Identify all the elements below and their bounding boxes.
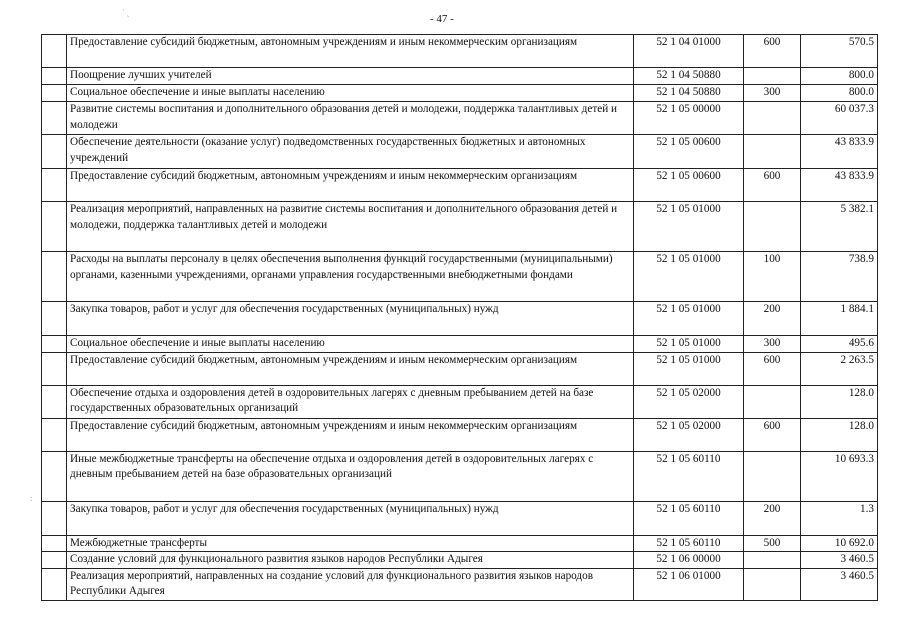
row-expense-type: 200 bbox=[744, 302, 801, 336]
row-code: 52 1 04 01000 bbox=[634, 35, 744, 68]
row-amount: 800.0 bbox=[801, 85, 878, 102]
table-row bbox=[42, 202, 878, 252]
row-amount: 10 693.3 bbox=[801, 451, 878, 501]
row-blank-cell bbox=[42, 252, 67, 302]
scan-speck: : bbox=[30, 494, 33, 503]
row-expense-type bbox=[744, 202, 801, 252]
row-blank-cell bbox=[42, 352, 67, 385]
row-expense-type bbox=[744, 68, 801, 85]
row-blank-cell bbox=[42, 135, 67, 169]
row-code: 52 1 06 01000 bbox=[634, 568, 744, 600]
row-blank-cell bbox=[42, 385, 67, 418]
row-name: Социальное обеспечение и иные выплаты населению bbox=[67, 85, 634, 102]
row-code: 52 1 05 60110 bbox=[634, 451, 744, 501]
row-expense-type bbox=[744, 135, 801, 169]
row-name: Межбюджетные трансферты bbox=[67, 535, 634, 552]
table-row bbox=[42, 352, 878, 385]
row-code: 52 1 05 60110 bbox=[634, 535, 744, 552]
table-row bbox=[42, 336, 878, 353]
row-expense-type: 200 bbox=[744, 501, 801, 535]
row-name: Предоставление субсидий бюджетным, автономным учреждениям и иным некоммерческим организациям bbox=[67, 169, 634, 202]
row-amount: 60 037.3 bbox=[801, 102, 878, 135]
row-amount: 43 833.9 bbox=[801, 135, 878, 169]
row-name: Иные межбюджетные трансферты на обеспечение отдыха и оздоровления детей в оздоровительных лагерях с дневным пребыванием детей на базе образовательных организаций bbox=[67, 451, 634, 501]
row-code: 52 1 05 01000 bbox=[634, 202, 744, 252]
row-amount: 10 692.0 bbox=[801, 535, 878, 552]
budget-table bbox=[41, 34, 878, 601]
row-expense-type bbox=[744, 385, 801, 418]
table-row bbox=[42, 102, 878, 135]
row-expense-type bbox=[744, 552, 801, 569]
table-row bbox=[42, 568, 878, 600]
row-amount: 1 884.1 bbox=[801, 302, 878, 336]
table-row bbox=[42, 385, 878, 418]
row-code: 52 1 05 01000 bbox=[634, 336, 744, 353]
scan-speck: ˙ ˏ bbox=[122, 8, 130, 17]
row-expense-type: 300 bbox=[744, 85, 801, 102]
row-name: Создание условий для функционального развития языков народов Республики Адыгея bbox=[67, 552, 634, 569]
row-code: 52 1 05 02000 bbox=[634, 418, 744, 451]
row-name: Развитие системы воспитания и дополнительного образования детей и молодежи, поддержка талантливых детей и молодежи bbox=[67, 102, 634, 135]
row-expense-type: 300 bbox=[744, 336, 801, 353]
table-row bbox=[42, 135, 878, 169]
row-blank-cell bbox=[42, 35, 67, 68]
row-code: 52 1 05 01000 bbox=[634, 252, 744, 302]
row-amount: 5 382.1 bbox=[801, 202, 878, 252]
row-code: 52 1 05 00000 bbox=[634, 102, 744, 135]
page-number: - 47 - bbox=[430, 13, 454, 25]
row-expense-type bbox=[744, 568, 801, 600]
table-row bbox=[42, 451, 878, 501]
table-row bbox=[42, 302, 878, 336]
row-code: 52 1 05 00600 bbox=[634, 135, 744, 169]
row-amount: 128.0 bbox=[801, 385, 878, 418]
table-row bbox=[42, 501, 878, 535]
row-amount: 3 460.5 bbox=[801, 568, 878, 600]
table-row bbox=[42, 252, 878, 302]
table-row bbox=[42, 169, 878, 202]
row-name: Расходы на выплаты персоналу в целях обеспечения выполнения функций государственными (муниципальными) органами, казенными учреждениями, органами управления государственными внебюджетными фондами bbox=[67, 252, 634, 302]
row-blank-cell bbox=[42, 418, 67, 451]
row-expense-type bbox=[744, 451, 801, 501]
row-name: Обеспечение отдыха и оздоровления детей в оздоровительных лагерях с дневным пребыванием детей на базе государственных образовательных организаций bbox=[67, 385, 634, 418]
table-row bbox=[42, 35, 878, 68]
table-row bbox=[42, 418, 878, 451]
row-expense-type: 600 bbox=[744, 418, 801, 451]
row-blank-cell bbox=[42, 102, 67, 135]
row-name: Предоставление субсидий бюджетным, автономным учреждениям и иным некоммерческим организациям bbox=[67, 352, 634, 385]
row-name: Обеспечение деятельности (оказание услуг) подведомственных государственных бюджетных и автономных учреждений bbox=[67, 135, 634, 169]
row-name: Предоставление субсидий бюджетным, автономным учреждениям и иным некоммерческим организациям bbox=[67, 418, 634, 451]
row-blank-cell bbox=[42, 568, 67, 600]
row-blank-cell bbox=[42, 302, 67, 336]
row-amount: 3 460.5 bbox=[801, 552, 878, 569]
row-amount: 738.9 bbox=[801, 252, 878, 302]
row-code: 52 1 06 00000 bbox=[634, 552, 744, 569]
table-row bbox=[42, 535, 878, 552]
row-blank-cell bbox=[42, 336, 67, 353]
row-name: Закупка товаров, работ и услуг для обеспечения государственных (муниципальных) нужд bbox=[67, 501, 634, 535]
row-expense-type: 500 bbox=[744, 535, 801, 552]
row-code: 52 1 05 60110 bbox=[634, 501, 744, 535]
row-blank-cell bbox=[42, 202, 67, 252]
row-expense-type: 600 bbox=[744, 169, 801, 202]
row-expense-type: 100 bbox=[744, 252, 801, 302]
row-name: Предоставление субсидий бюджетным, автономным учреждениям и иным некоммерческим организациям bbox=[67, 35, 634, 68]
row-name: Закупка товаров, работ и услуг для обеспечения государственных (муниципальных) нужд bbox=[67, 302, 634, 336]
row-amount: 2 263.5 bbox=[801, 352, 878, 385]
row-name: Поощрение лучших учителей bbox=[67, 68, 634, 85]
row-blank-cell bbox=[42, 85, 67, 102]
row-amount: 128.0 bbox=[801, 418, 878, 451]
row-blank-cell bbox=[42, 451, 67, 501]
row-code: 52 1 05 02000 bbox=[634, 385, 744, 418]
row-amount: 570.5 bbox=[801, 35, 878, 68]
row-blank-cell bbox=[42, 169, 67, 202]
row-amount: 43 833.9 bbox=[801, 169, 878, 202]
row-amount: 1.3 bbox=[801, 501, 878, 535]
row-code: 52 1 04 50880 bbox=[634, 68, 744, 85]
row-amount: 800.0 bbox=[801, 68, 878, 85]
row-name: Социальное обеспечение и иные выплаты населению bbox=[67, 336, 634, 353]
row-expense-type: 600 bbox=[744, 352, 801, 385]
table-row bbox=[42, 68, 878, 85]
row-expense-type: 600 bbox=[744, 35, 801, 68]
row-name: Реализация мероприятий, направленных на развитие системы воспитания и дополнительного образования детей и молодежи, поддержка талантливых детей и молодежи bbox=[67, 202, 634, 252]
table-row bbox=[42, 85, 878, 102]
row-code: 52 1 05 00600 bbox=[634, 169, 744, 202]
row-blank-cell bbox=[42, 552, 67, 569]
row-code: 52 1 05 01000 bbox=[634, 352, 744, 385]
row-blank-cell bbox=[42, 535, 67, 552]
table-row bbox=[42, 552, 878, 569]
row-blank-cell bbox=[42, 68, 67, 85]
row-code: 52 1 04 50880 bbox=[634, 85, 744, 102]
row-amount: 495.6 bbox=[801, 336, 878, 353]
row-code: 52 1 05 01000 bbox=[634, 302, 744, 336]
row-expense-type bbox=[744, 102, 801, 135]
row-blank-cell bbox=[42, 501, 67, 535]
row-name: Реализация мероприятий, направленных на создание условий для функционального развития языков народов Республики Адыгея bbox=[67, 568, 634, 600]
